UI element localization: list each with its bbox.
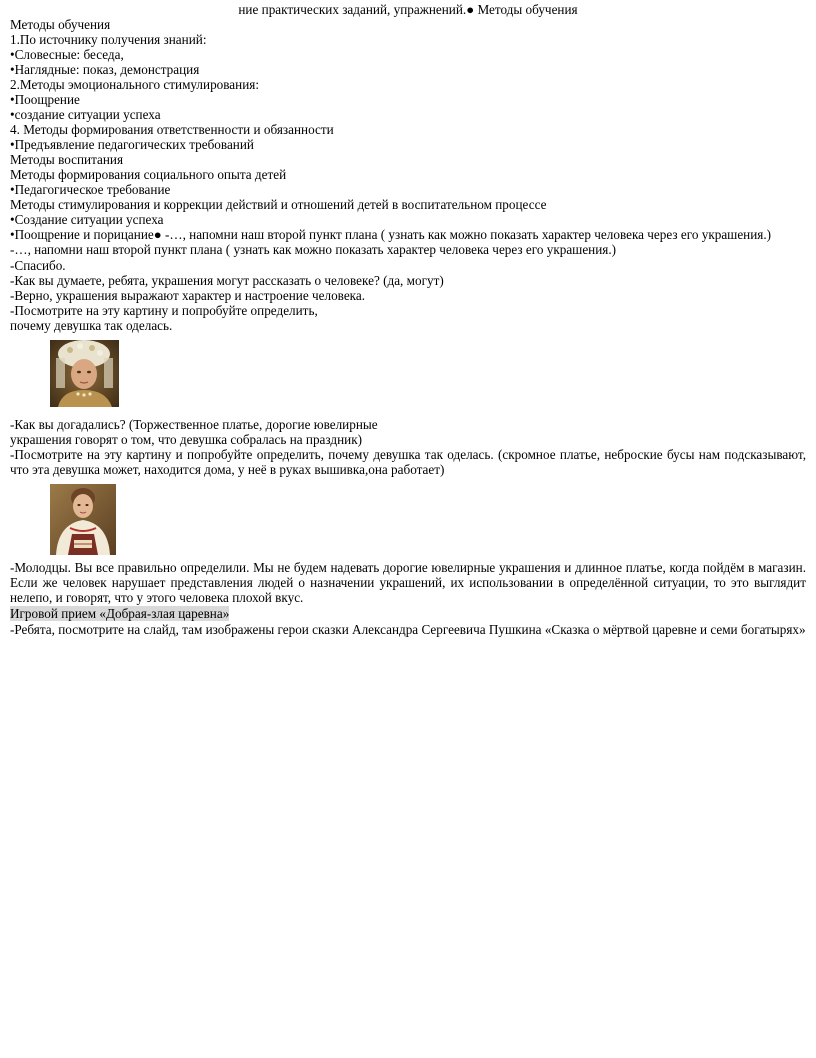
game-heading-text: Игровой прием «Добрая-злая царевна»	[10, 606, 230, 621]
method-line: •Педагогическое требование	[10, 182, 171, 197]
method-line: •Поощрение и порицание● -…, напомни наш второй пункт плана ( узнать как можно показать характер человека через его украшения.)	[10, 227, 772, 242]
method-line: •Создание ситуации успеха	[10, 212, 164, 227]
conclusion-paragraph: -Молодцы. Вы все правильно определили. Мы не будем надевать дорогие ювелирные украшения и длинное платье, когда пойдём в магазин. Если же человек нарушает представления людей о назначении украшений, их использовании в определённой ситуации, то это выглядит нелепо, и говорят, что у этого человека плохой вкус.	[10, 560, 806, 605]
dialog-paragraph: -Посмотрите на эту картину и попробуйте определить, почему девушка так оделась. (скромное платье, неброские бусы нам подсказывают, что эта девушка может, находится дома, у неё в руках вышивка,она работает)	[10, 447, 806, 477]
header-line: ние практических заданий, упражнений.● Методы обучения	[238, 2, 578, 17]
method-line: Методы формирования социального опыта детей	[10, 167, 287, 182]
method-line: 2.Методы эмоционального стимулирования:	[10, 77, 260, 92]
working-girl-painting	[50, 484, 116, 555]
dialog-line: почему девушка так оделась.	[10, 318, 173, 333]
upbringing-title: Методы воспитания	[10, 152, 124, 167]
final-line: -Ребята, посмотрите на слайд, там изображены герои сказки Александра Сергеевича Пушкина «Сказка о мёртвой царевне и семи богатырях»	[10, 622, 806, 637]
dialog-line: -Спасибо.	[10, 258, 66, 273]
method-line: •Поощрение	[10, 92, 80, 107]
method-line: •создание ситуации успеха	[10, 107, 161, 122]
method-line: 4. Методы формирования ответственности и обязанности	[10, 122, 334, 137]
method-line: Методы стимулирования и коррекции действий и отношений детей в воспитательном процессе	[10, 197, 547, 212]
dialog-line: -Как вы догадались? (Торжественное платье, дорогие ювелирные	[10, 417, 378, 432]
dialog-line: -Верно, украшения выражают характер и настроение человека.	[10, 288, 366, 303]
method-line: •Предъявление педагогических требований	[10, 137, 254, 152]
working-girl-image	[50, 484, 116, 555]
festive-girl-painting	[50, 340, 119, 407]
dialog-line: -Посмотрите на эту картину и попробуйте определить,	[10, 303, 318, 318]
festive-girl-image	[50, 340, 119, 407]
methods-title: Методы обучения	[10, 17, 111, 32]
dialog-line: -Как вы думаете, ребята, украшения могут рассказать о человеке? (да, могут)	[10, 273, 444, 288]
game-heading	[10, 606, 806, 621]
method-line: 1.По источнику получения знаний:	[10, 32, 207, 47]
dialog-line: -…, напомни наш второй пункт плана ( узнать как можно показать характер человека через его украшения.)	[10, 242, 617, 257]
method-line: •Наглядные: показ, демонстрация	[10, 62, 200, 77]
dialog-line: украшения говорят о том, что девушка собралась на праздник)	[10, 432, 362, 447]
method-line: •Словесные: беседа,	[10, 47, 124, 62]
